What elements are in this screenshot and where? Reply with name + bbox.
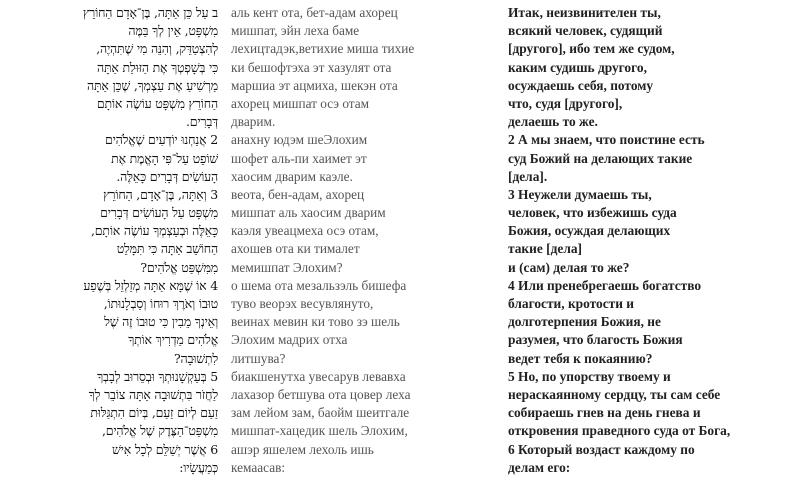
- transliteration-line: хаосим дварим каэле.: [231, 168, 353, 184]
- russian-line: нераскаянному сердцу, ты сам себе: [508, 386, 721, 402]
- hebrew-line: 6 אֲשֶׁר יְשַׁלֵּם לְכָל אִישׁ: [112, 441, 218, 457]
- hebrew-line: 4 אוֹ שֶׁמָּא אַתָּה מְזַלְזֵל בְּשֶׁפַע: [83, 277, 218, 293]
- russian-line: долготерпения Божия, не: [508, 314, 661, 330]
- russian-line: 5 Но, по упорству твоему и: [508, 368, 671, 384]
- russian-line: 3 Неужели думаешь ты,: [508, 186, 652, 202]
- transliteration-line: Элохим мадрих отха: [231, 332, 348, 348]
- transliteration-line: ахорец мишпат осэ отам: [231, 95, 370, 111]
- hebrew-line: לְהִצְטַדֵּק, וְהִנֵּה מִי שֶׁתִּהְיֶה,: [96, 41, 218, 57]
- hebrew-line: אֱלֹהִים מַדְרִיךְ אוֹתְךָ: [128, 332, 218, 348]
- transliteration-line: ахошев ота ки тималет: [231, 241, 360, 257]
- russian-line: Божия, осуждая делающих: [508, 223, 671, 239]
- transliteration-line: литшува?: [231, 350, 286, 366]
- hebrew-line: הָעוֹשִׂים דְּבָרִים כָּאֵלֶּה.: [116, 168, 218, 184]
- transliteration-line: ки бешофтэха эт хазулят ота: [231, 59, 392, 75]
- hebrew-line: כְּמַעֲשָׂיו:: [179, 459, 218, 475]
- russian-line: разумея, что благость Божия: [508, 332, 683, 348]
- russian-line: что, судя [другого],: [508, 95, 623, 111]
- hebrew-line: הַחוֹרֵץ מִשְׁפָּט עוֹשֶׂה אוֹתָם: [96, 95, 218, 111]
- hebrew-line: לַחֲזֹר בִּתְשׁוּבָה אַתָּה צוֹבֵר לְךָ: [88, 386, 218, 402]
- transliteration-line: ашэр яшелем лехоль ишь: [231, 441, 374, 457]
- transliteration-line: биакшенутха увесарув левавха: [231, 368, 406, 384]
- transliteration-line: мемишпат Элохим?: [231, 259, 343, 275]
- russian-line: откровения праведного суда от Бога,: [508, 423, 731, 439]
- hebrew-line: 3 וְאַתָּה, בֶּן־אָדָם, הַחוֹרֵץ: [103, 186, 218, 202]
- russian-line: делаешь то же.: [508, 114, 598, 130]
- russian-line: Итак, неизвинителен ты,: [508, 5, 661, 20]
- russian-line: и (сам) делая то же?: [508, 259, 630, 275]
- russian-line: каким судишь другого,: [508, 59, 647, 75]
- transliteration-line: зам лейом зам, баойм шеитгале: [231, 405, 410, 421]
- russian-line: всякий человек, судящий: [508, 23, 663, 39]
- hebrew-line: ב עַל כֵּן אַתָּה, בֶּן־אָדָם הַחוֹרֵץ: [82, 5, 218, 20]
- russian-line: [другого], ибо тем же судом,: [508, 41, 675, 57]
- russian-line: [дела].: [508, 168, 548, 184]
- hebrew-line: מַרְשִׁיעַ אֶת עַצְמְךָ, שֶׁכֵּן אַתָּה: [87, 77, 218, 93]
- transliteration-line: мишпат, эйн леха бамe: [231, 23, 360, 39]
- transliteration-line: веинах мевин ки тово зэ шель: [231, 314, 400, 330]
- hebrew-line: וְאֵינְךָ מֵבִין כִּי טוּבוֹ זֶה שֶׁל: [104, 314, 218, 330]
- hebrew-line: מִשְׁפַּט־הַצֶּדֶק שֶׁל אֱלֹהִים,: [101, 423, 218, 439]
- russian-column: [508, 4, 798, 477]
- transliteration-line: каэля увеацмеха осэ отам,: [231, 223, 379, 239]
- hebrew-line: כָּאֵלֶּה וּבְעַצְמְךָ עוֹשֶׂה אוֹתָם,: [91, 223, 218, 239]
- hebrew-line: 2 אֲנַחְנוּ יוֹדְעִים שֶׁאֱלֹהִים: [104, 132, 218, 148]
- russian-line: осуждаешь себя, потому: [508, 77, 654, 93]
- hebrew-line: זַעַם לְיוֹם זַעַם, בְּיוֹם הִתְגַּלּוּת: [90, 405, 218, 421]
- hebrew-line: מִשְׁפָּט עַל הָעוֹשִׂים דְּבָרִים: [100, 205, 218, 221]
- transliteration-line: туво веорэх весувлянуто,: [231, 296, 374, 311]
- transliteration-line: кемаасав:: [231, 459, 286, 475]
- hebrew-line: מִשְׁפָּט, אֵין לְךָ בַּמֶּה: [128, 23, 218, 39]
- russian-line: благости, кротости и: [508, 296, 635, 311]
- transliteration-line: маршиа эт ацмиха, шекэн ота: [231, 77, 398, 93]
- transliteration-line: аль кент ота, бет-адам ахорец: [231, 5, 398, 20]
- hebrew-line: שׁוֹפֵט עַל־פִּי הָאֱמֶת אֶת: [111, 150, 218, 166]
- transliteration-column: [231, 4, 491, 477]
- hebrew-line: מִמִּשְׁפַּט אֱלֹהִים?: [140, 259, 218, 275]
- russian-line: делам его:: [508, 459, 571, 475]
- russian-line: 2 А мы знаем, что поистине есть: [508, 132, 705, 148]
- hebrew-line: הַחוֹשֵׁב אַתָּה כִּי תִּמָּלֵט: [116, 241, 218, 257]
- transliteration-line: шофет аль-пи хаимет эт: [231, 150, 367, 166]
- russian-line: 6 Который воздаст каждому по: [508, 441, 695, 457]
- hebrew-line: טוּבוֹ וְאֹרֶךְ רוּחוֹ וְסַבְלָנוּתוֹ,: [103, 296, 218, 311]
- transliteration-line: лахазор бетшува ота цовер леха: [231, 386, 411, 402]
- transliteration-line: мишпат-хацедик шель Элохим,: [231, 423, 408, 439]
- russian-line: 4 Или пренебрегаешь богатство: [508, 277, 702, 293]
- hebrew-column: [28, 4, 218, 477]
- hebrew-line: 5 בְּעַקְשָׁנוּתְךָ וּבְסֵרוּב לְבָבְךָ: [97, 368, 218, 384]
- russian-line: такие [дела]: [508, 241, 583, 257]
- transliteration-line: о шема ота мезальзэль бишефа: [231, 277, 407, 293]
- transliteration-line: лехицтадэк,ветихие миша тихие: [231, 41, 415, 57]
- transliteration-line: анахну юдэм шеЭлохим: [231, 132, 368, 148]
- russian-line: собираешь гнев на день гнева и: [508, 405, 701, 421]
- hebrew-line: כִּי בְּשָׁפְטְךָ אֶת הַזּוּלַת אַתָּה: [97, 59, 218, 75]
- russian-line: человек, что избежишь суда: [508, 205, 677, 221]
- hebrew-line: לִתְשׁוּבָה?: [173, 350, 218, 366]
- transliteration-line: дварим.: [231, 114, 276, 130]
- hebrew-line: דְּבָרִים.: [185, 114, 218, 130]
- russian-line: ведет тебя к покаянию?: [508, 350, 653, 366]
- transliteration-line: мишпат аль хаосим дварим: [231, 205, 386, 221]
- transliteration-line: веота, бен-адам, ахорец: [231, 186, 365, 202]
- russian-line: суд Божий на делающих такие: [508, 150, 693, 166]
